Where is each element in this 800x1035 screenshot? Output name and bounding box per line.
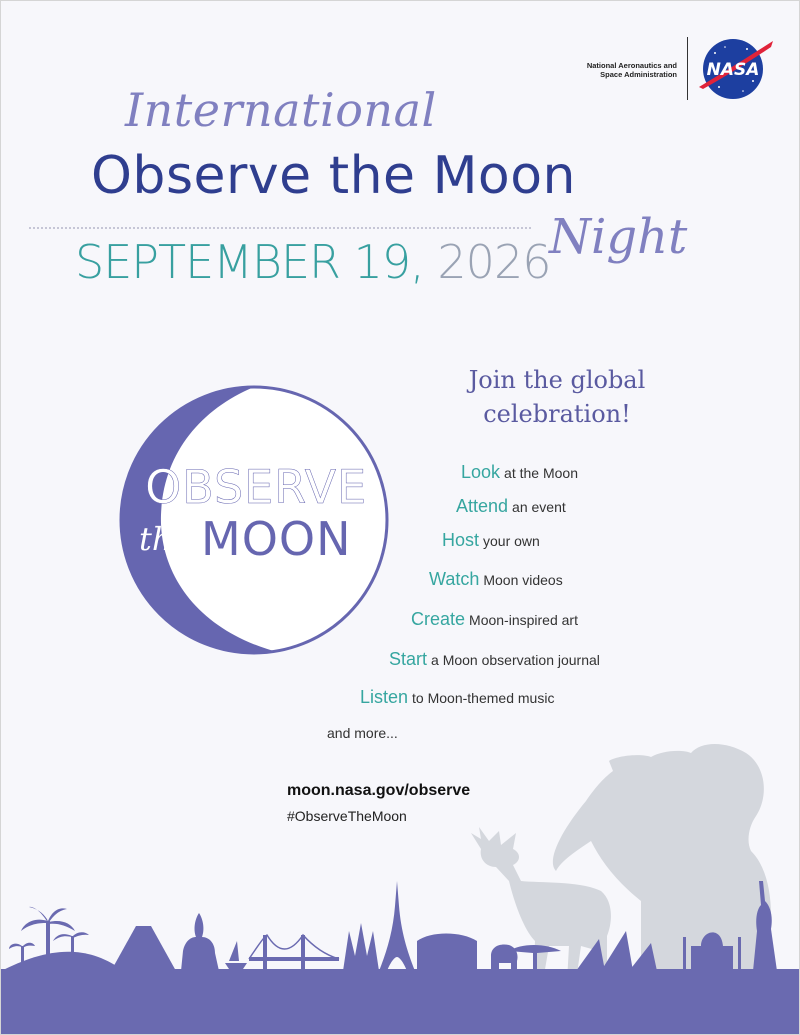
deer-silhouette — [471, 827, 611, 981]
website-url[interactable]: moon.nasa.gov/observe — [287, 782, 471, 799]
activity-verb: Listen — [360, 687, 409, 707]
activity-item — [411, 609, 578, 630]
sailboat-silhouette — [225, 941, 247, 969]
activity-verb: Start — [389, 649, 428, 669]
statue-of-liberty-silhouette — [753, 881, 777, 971]
hashtag-text: #ObserveTheMoon — [287, 808, 407, 824]
dotted-divider — [29, 227, 531, 229]
join-headline — [447, 363, 667, 431]
title-night: Night — [549, 209, 688, 265]
person-with-binoculars-silhouette — [553, 744, 771, 981]
activity-item — [461, 462, 578, 483]
activity-verb: Look — [461, 462, 501, 482]
golden-gate-bridge-silhouette — [249, 935, 339, 971]
activity-verb: Watch — [429, 569, 480, 589]
cathedral-silhouette — [343, 923, 379, 971]
taj-mahal-silhouette — [683, 932, 741, 971]
header-divider — [687, 37, 688, 100]
pyramid-silhouette — [111, 926, 176, 971]
activity-verb: Host — [442, 530, 480, 550]
activity-text: Moon videos — [483, 572, 563, 588]
logo-word-observe: OBSERVE — [145, 460, 368, 514]
activity-item — [360, 687, 554, 708]
nasa-meatball-logo — [695, 35, 775, 103]
agency-name — [561, 61, 677, 79]
title-international: International — [125, 83, 437, 137]
colosseum-silhouette — [417, 934, 477, 972]
event-date — [75, 235, 555, 289]
join-line2: celebration! — [483, 400, 631, 428]
activity-item — [429, 569, 563, 590]
eiffel-tower-silhouette — [379, 881, 415, 971]
palm-trees-silhouette — [9, 907, 89, 971]
activity-text: a Moon observation journal — [431, 652, 600, 668]
and-more-text: and more... — [327, 725, 398, 741]
activity-verb: Attend — [456, 496, 509, 516]
activity-verb: Create — [411, 609, 466, 629]
agency-name-line1: National Aeronautics and — [586, 61, 677, 70]
logo-word-moon: MOON — [201, 512, 352, 566]
join-line1: Join the global — [468, 366, 646, 394]
observe-the-moon-logo — [119, 385, 389, 655]
event-date-year: 2026 — [437, 235, 551, 289]
activity-item — [389, 649, 600, 670]
activity-text: Moon-inspired art — [469, 612, 578, 628]
activity-item — [442, 530, 540, 551]
opera-house-silhouette — [576, 931, 657, 971]
title-observe-the-moon: Observe the Moon — [91, 146, 577, 206]
activity-text: to Moon-themed music — [412, 690, 555, 706]
activity-text: an event — [512, 499, 566, 515]
activity-text: at the Moon — [504, 465, 578, 481]
activity-item — [456, 496, 566, 517]
ground-band — [1, 969, 799, 1034]
logo-word-the: the — [139, 520, 192, 558]
buddha-silhouette — [181, 913, 219, 971]
elephant-silhouette — [491, 944, 518, 971]
event-date-month-day: SEPTEMBER 19, — [75, 235, 424, 289]
activity-text: your own — [483, 533, 540, 549]
nasa-logo-text: NASA — [706, 60, 760, 80]
hills-silhouette — [1, 952, 121, 971]
acacia-tree-silhouette — [509, 945, 561, 971]
agency-name-line2: Space Administration — [600, 70, 677, 79]
